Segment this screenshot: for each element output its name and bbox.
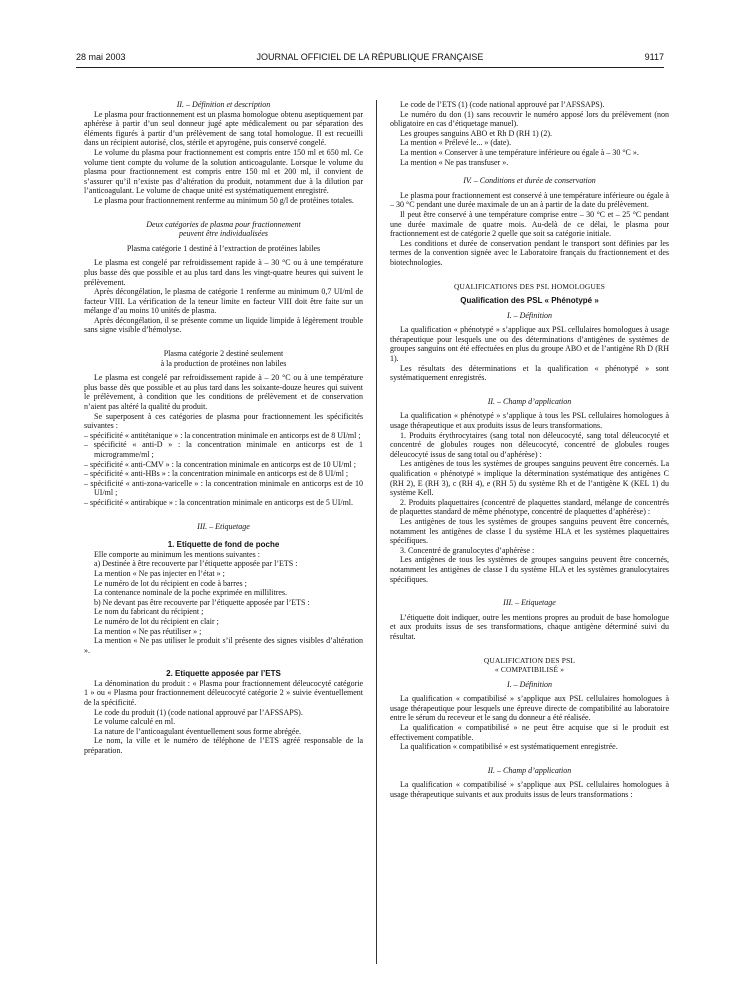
paragraph: Le numéro du don (1) sans recouvrir le numéro apposé lors du prélèvement (non obligatoire en cas d’étiquetage manuel).: [390, 109, 669, 129]
dash-list-item: – spécificité « anti-HBs » : la concentration minimale en anticorps est de 8 UI/ml ;: [84, 469, 349, 479]
paragraph: L’étiquette doit indiquer, outre les mentions propres au produit de base homologue et aux produits issus de ses transformations, chaque antigène déterminé suivi du résultat.: [390, 612, 669, 641]
paragraph: Le volume du plasma pour fractionnement est compris entre 150 ml et 650 ml. Ce volume tient compte du volume de la solution anticoagulante. Lorsque le volume du plasma pour fractionnement est compris entre 150 ml et 200 ml, il convient de s’assurer qu’il n’existe pas d’altération du produit, notamment due à la dilution par l’anticoagulant. Le volume de chaque unité est systématiquement enregistré.: [84, 147, 363, 196]
dash-list-item: – spécificité « antitétanique » : la concentration minimale en anticorps est de 8 UI/ml ;: [84, 430, 361, 440]
left-column: [84, 100, 363, 756]
paragraph: Se superposent à ces catégories de plasma pour fractionnement les spécificités suivantes :: [84, 411, 363, 431]
header-date: 28 mai 2003: [76, 52, 126, 62]
dash-list-item: – spécificité « anti-D » : la concentration minimale en anticorps est de 1 microgramme/ml ;: [84, 440, 363, 459]
header-rule: [76, 67, 664, 68]
paragraph: Le plasma pour fractionnement est un plasma homologue obtenu aseptiquement par aphérèse à partir d’un seul donneur jugé apte médicalement ou par séparation des éléments figurés à partir d’un prélèvement de sang total homologue. Il est recueilli dans un récipient autorisé, clos, stérile et apyrogène, puis conservé congelé.: [84, 109, 363, 148]
paragraph: La qualification « compatibilisé » est systématiquement enregistrée.: [400, 742, 618, 752]
paragraph: b) Ne devant pas être recouverte par l’étiquette apposée par l’ETS :: [94, 597, 310, 607]
paragraph: Le numéro de lot du récipient en code à barres ;: [94, 578, 247, 588]
section-heading: II. – Champ d’application: [487, 396, 572, 406]
caps-heading: QUALIFICATION DES PSL: [483, 655, 576, 665]
dash-list-item: – spécificité « anti-zona-varicelle » : la concentration minimale en anticorps est de 10 UI/ml ;: [84, 478, 363, 498]
dash-list-item: – spécificité « anti-CMV » : la concentration minimale en anticorps est de 10 UI/ml ;: [84, 459, 357, 469]
paragraph: Elle comporte au minimum les mentions suivantes :: [94, 549, 260, 559]
paragraph: Le plasma pour fractionnement renferme au minimum 50 g/l de protéines totales.: [94, 195, 354, 205]
column-separator: [376, 100, 377, 964]
paragraph: Après décongélation, il se présente comme un liquide limpide à légèrement trouble sans signe visible d’hémolyse.: [84, 315, 363, 335]
paragraph: La mention « Ne pas réutiliser » ;: [94, 626, 202, 636]
paragraph: La dénomination du produit : « Plasma pour fractionnement déleucocyté catégorie 1 » ou « Plasma pour fractionnement déleucocyté catégorie 2 » suivie éventuellement de la spécificité.: [84, 678, 363, 708]
page-header: [76, 52, 664, 68]
right-column: [390, 100, 669, 800]
subsection-heading: Qualification des PSL « Phénotypé »: [460, 296, 599, 306]
paragraph: Après décongélation, le plasma de catégorie 1 renferme au minimum 0,7 UI/ml de facteur VIII. La vérification de la teneur limite en facteur VIII doit être faite sur un mélange d’au moins 10 unités de plasma.: [84, 287, 363, 316]
caps-heading: « COMPATIBILISÉ »: [494, 665, 565, 675]
paragraph: La mention « Ne pas injecter en l’état » ;: [94, 568, 225, 578]
paragraph: Le nom du fabricant du récipient ;: [94, 607, 204, 617]
paragraph: La mention « Ne pas transfuser ».: [400, 157, 509, 167]
caps-heading: QUALIFICATIONS DES PSL HOMOLOGUES: [453, 281, 606, 291]
paragraph: Le code de l’ETS (1) (code national approuvé par l’AFSSAPS).: [400, 100, 605, 109]
spacer: [84, 206, 363, 220]
paragraph: Le plasma pour fractionnement est conservé à une température inférieure ou égale à – 30 °C pendant une durée maximale de un an à partir de la date du prélèvement.: [390, 190, 669, 210]
section-heading: II. – Champ d’application: [487, 765, 572, 775]
paragraph: La qualification « compatibilisé » ne peut être acquise que si le produit est effectivement compatible.: [390, 723, 669, 742]
spacer: [390, 584, 669, 598]
paragraph: La qualification « phénotypé » s’applique aux PSL cellulaires homologues à usage thérapeutique pour lesquels une ou des déterminations d’antigènes de systèmes de groupes sanguins ont été effectuées en plus du groupe ABO et de l’antigène Rh D (RH 1).: [390, 325, 669, 364]
spacer: [84, 508, 363, 522]
paragraph: Il peut être conservé à une température comprise entre – 30 °C et – 25 °C pendant une durée maximale de quatre mois. Au-delà de ce délai, le plasma pour fractionnement est de catégorie 2 quelle que soit sa catégorie initiale.: [390, 209, 669, 239]
paragraph: Les antigènes de tous les systèmes de groupes sanguins peuvent être concernés, notamment les antigènes de classe I du système HLA et les systèmes plaquettaires spécifiques.: [390, 516, 669, 546]
section-heading: Deux catégories de plasma pour fractionnement: [146, 219, 301, 229]
paragraph: Les antigènes de tous les systèmes de groupes sanguins peuvent être concernés. La qualification « phénotypé » implique la détermination systématique des antigènes C (RH 2), E (RH 3), c (RH 4), e (RH 5) du système Rh et de l’antigène K (KEL 1) du système Kell.: [390, 459, 669, 498]
spacer: [84, 531, 363, 540]
dash-list-item: – spécificité « antirabique » : la concentration minimale en anticorps est de 5 UI/ml.: [84, 497, 354, 507]
paragraph: La mention « Ne pas utiliser le produit s’il présente des signes visibles d’altération ».: [84, 636, 363, 655]
centered-caption: Plasma catégorie 2 destiné seulement: [163, 349, 284, 359]
paragraph: Le volume calculé en ml.: [94, 717, 176, 727]
section-heading: I. – Définition: [506, 679, 553, 689]
paragraph: La qualification « phénotypé » s’applique à tous les PSL cellulaires homologues à usage thérapeutique et aux produits issus de leurs transformations.: [390, 411, 669, 431]
spacer: [84, 655, 363, 669]
paragraph: La nature de l’anticoagulant éventuellement sous forme abrégée.: [94, 726, 302, 736]
paragraph: Le code du produit (1) (code national approuvé par l’AFSSAPS).: [94, 707, 303, 717]
subsection-heading: 1. Etiquette de fond de poche: [167, 540, 280, 550]
header-page-number: 9117: [644, 52, 664, 62]
section-heading: I. – Définition: [506, 310, 553, 320]
paragraph: La contenance nominale de la poche exprimée en millilitres.: [94, 588, 288, 598]
spacer: [84, 335, 363, 349]
spacer: [390, 642, 669, 656]
header-journal-title: JOURNAL OFFICIEL DE LA RÉPUBLIQUE FRANÇAISE: [256, 52, 484, 62]
centered-caption: Plasma catégorie 1 destiné à l’extraction de protéines labiles: [126, 243, 321, 253]
paragraph: La qualification « compatibilisé » s’applique aux PSL cellulaires homologues à usage thérapeutique pour lesquels une épreuve directe de compatibilité au laboratoire entre le sérum du receveur et le sang du donneur a été réalisée.: [390, 694, 669, 723]
section-heading: III. – Etiquetage: [503, 598, 556, 608]
subsection-heading: 2. Etiquette apposée par l’ETS: [166, 669, 281, 679]
section-heading: IV. – Conditions et durée de conservation: [463, 176, 596, 186]
section-heading: peuvent être individualisées: [178, 229, 268, 239]
spacer: [390, 167, 669, 176]
paragraph: Les antigènes de tous les systèmes de groupes sanguins peuvent être concernés, notamment les antigènes de classe I du système HLA et les systèmes granulocytaires spécifiques.: [390, 555, 669, 584]
centered-caption: à la production de protéines non labiles: [160, 358, 287, 368]
paragraph: Les conditions et durée de conservation pendant le transport sont définies par les termes de la convention signée avec le Laboratoire français du fractionnement et des biotechnologies.: [390, 238, 669, 267]
spacer: [390, 268, 669, 282]
paragraph: Le nom, la ville et le numéro de téléphone de l’ETS agréé responsable de la préparation.: [84, 736, 363, 756]
paragraph: 3. Concentré de granulocytes d’aphérèse :: [400, 545, 535, 555]
paragraph: 2. Produits plaquettaires (concentré de plaquettes standard, mélange de concentrés de plaquettes standard de même phénotype, concentré de plaquettes d’aphérèse) :: [390, 497, 669, 517]
paragraph: La mention « Conserver à une température inférieure ou égale à – 30 °C ».: [400, 147, 639, 157]
paragraph: Les groupes sanguins ABO et Rh D (RH 1) (2).: [400, 128, 552, 138]
paragraph: a) Destinée à être recouverte par l’étiquette apposée par l’ETS :: [94, 559, 298, 569]
paragraph: 1. Produits érythrocytaires (sang total non déleucocyté, sang total déleucocyté et concentré de globules rouges non déleucocyté, concentré de globules rouges déleucocyté issus de sang total ou d’aphérèse) :: [390, 430, 669, 459]
section-heading: II. – Définition et description: [176, 100, 271, 109]
paragraph: La mention « Prélevé le... » (date).: [400, 138, 512, 148]
spacer: [390, 383, 669, 397]
paragraph: Les résultats des déterminations et la qualification « phénotypé » sont systématiquement enregistrés.: [390, 363, 669, 383]
paragraph: La qualification « compatibilisé » s’applique aux PSL cellulaires homologues à usage thérapeutique suivants et aux produits issus de leurs transformations :: [390, 780, 669, 800]
paragraph: Le plasma est congelé par refroidissement rapide à – 30 °C ou à une température plus basse dès que possible et au plus tard dans les vingt-quatre heures qui suivent le prélèvement.: [84, 258, 363, 287]
spacer: [390, 752, 669, 766]
section-heading: III. – Etiquetage: [197, 521, 250, 531]
paragraph: Le numéro de lot du récipient en clair ;: [94, 616, 219, 626]
paragraph: Le plasma est congelé par refroidissement rapide à – 20 °C ou à une température plus basse dès que possible et au plus tard dans les soixante-douze heures qui suivent le prélèvement, à condition que les conditions de prélèvement et de conservation n’aient pas altéré la qualité du produit.: [84, 373, 363, 412]
